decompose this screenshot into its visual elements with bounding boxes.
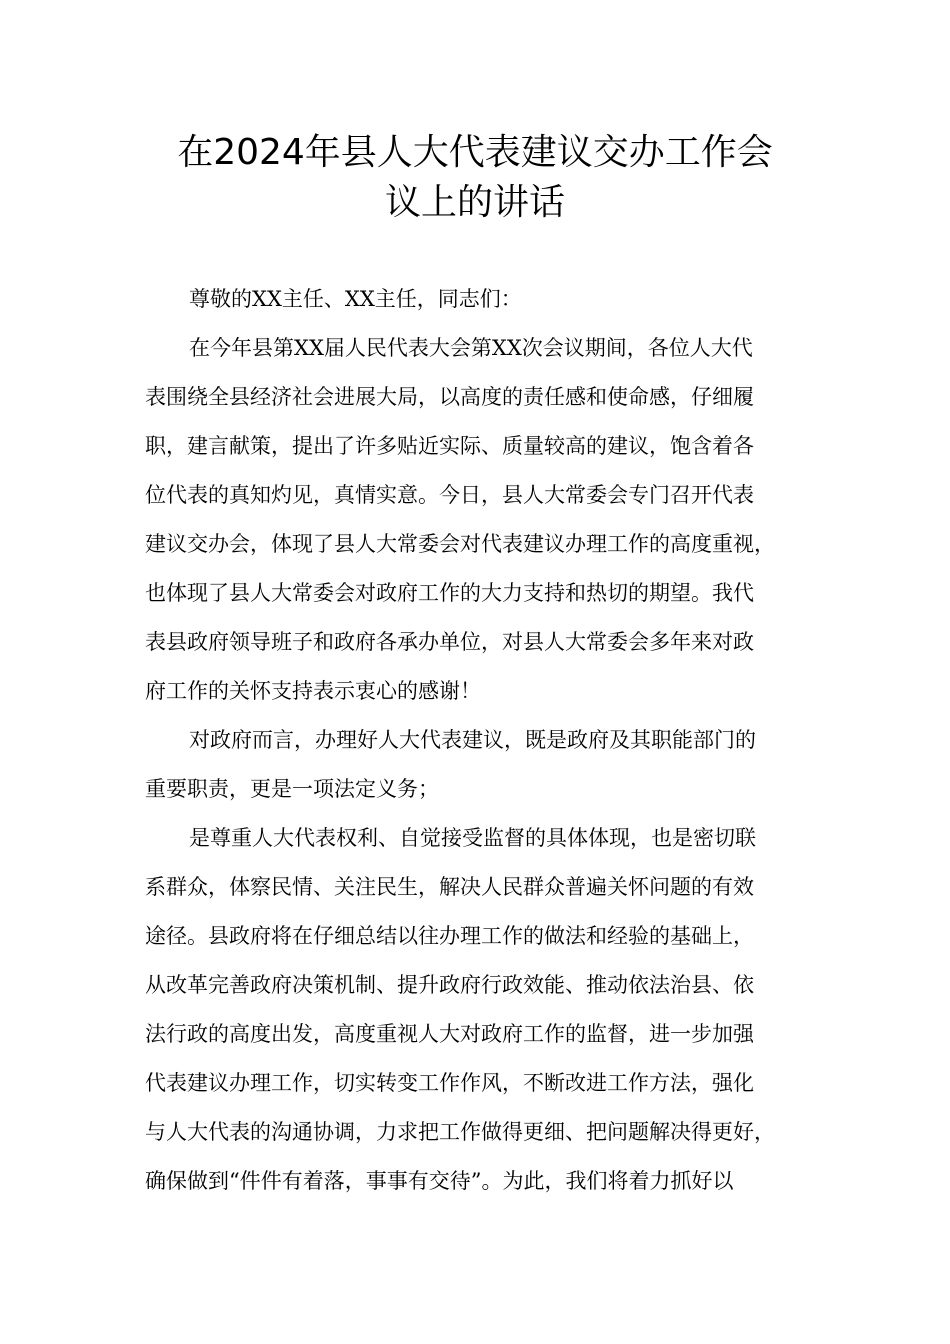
paragraph-line: 重要职责，更是一项法定义务； (145, 777, 439, 801)
paragraph-line: 确保做到“件件有着落，事事有交待”。为此，我们将着力抓好以 (145, 1169, 734, 1193)
salutation: 尊敬的XX主任、XX主任，同志们： (189, 287, 522, 311)
paragraph-line: 建议交办会，体现了县人大常委会对代表建议办理工作的高度重视， (145, 532, 775, 556)
paragraph-line: 也体现了县人大常委会对政府工作的大力支持和热切的期望。我代 (145, 581, 754, 605)
paragraph-1 (145, 324, 830, 716)
paragraph-line: 代表建议办理工作，切实转变工作作风，不断改进工作方法，强化 (145, 1071, 754, 1095)
paragraph-line: 表围绕全县经济社会进展大局，以高度的责任感和使命感，仔细履 (145, 385, 754, 409)
paragraph-line: 途径。县政府将在仔细总结以往办理工作的做法和经验的基础上， (145, 924, 754, 948)
title-line-2: 议上的讲话 (384, 182, 565, 223)
paragraph-line: 表县政府领导班子和政府各承办单位，对县人大常委会多年来对政 (145, 630, 754, 654)
paragraph-line: 对政府而言，办理好人大代表建议，既是政府及其职能部门的 (189, 728, 756, 752)
paragraph-line: 系群众，体察民情、关注民生，解决人民群众普遍关怀问题的有效 (145, 875, 754, 899)
paragraph-line: 从改革完善政府决策机制、提升政府行政效能、推动依法治县、依 (145, 973, 754, 997)
title-line-1: 在2024年县人大代表建议交办工作会 (177, 132, 773, 173)
document-body (145, 275, 830, 1206)
paragraph-line: 位代表的真知灼见，真情实意。今日，县人大常委会专门召开代表 (145, 483, 754, 507)
page-title (120, 128, 830, 228)
paragraph-line: 在今年县第XX届人民代表大会第XX次会议期间，各位人大代 (189, 336, 753, 360)
paragraph-line: 府工作的关怀支持表示衷心的感谢！ (145, 679, 481, 703)
paragraph-line: 法行政的高度出发，高度重视人大对政府工作的监督，进一步加强 (145, 1022, 754, 1046)
paragraph-line: 与人大代表的沟通协调，力求把工作做得更细、把问题解决得更好， (145, 1120, 775, 1144)
paragraph-line: 是尊重人大代表权利、自觉接受监督的具体体现，也是密切联 (189, 826, 756, 850)
paragraph-line: 职，建言献策，提出了许多贴近实际、质量较高的建议，饱含着各 (145, 434, 754, 458)
paragraph-2 (145, 716, 830, 814)
paragraph-3 (145, 814, 830, 1206)
